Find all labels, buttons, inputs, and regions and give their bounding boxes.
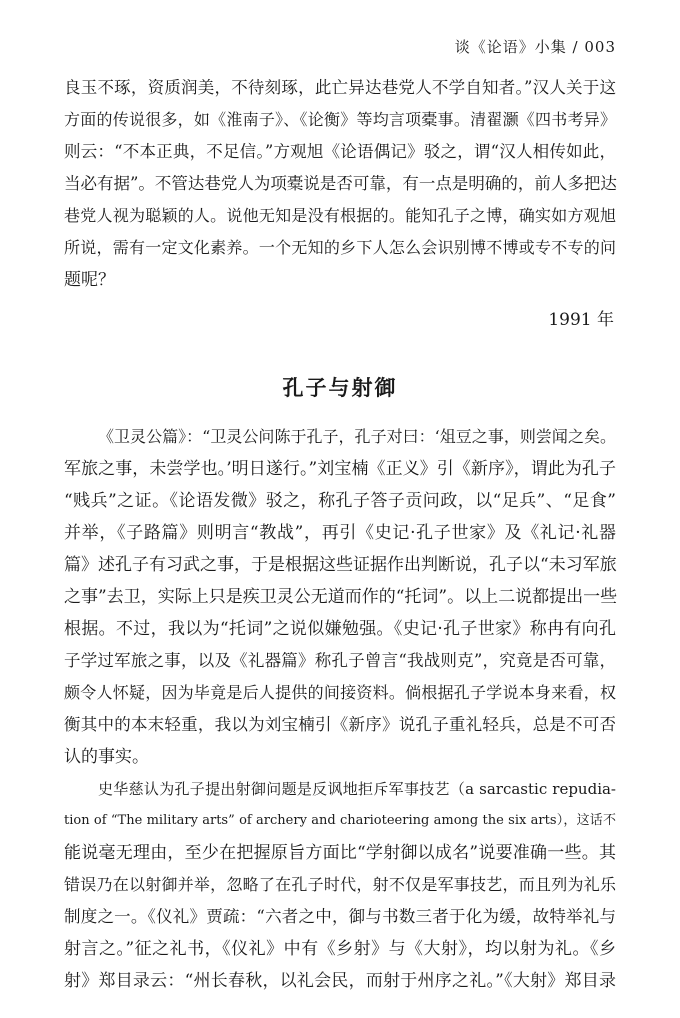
text-line: 篇》述孔子有习武之事，于是根据这些证据作出判断说，孔子以“未习军旅 bbox=[64, 555, 617, 575]
text-line: 当必有据”。不管达巷党人为项橐说是否可靠，有一点是明确的，前人多把达 bbox=[64, 174, 617, 193]
text-line: 衡其中的本末轻重，我以为刘宝楠引《新序》说孔子重礼轻兵，总是不可否 bbox=[64, 715, 616, 734]
text-line: 所说，需有一定文化素养。一个无知的乡下人怎么会识别博不博或专不专的问 bbox=[64, 238, 616, 257]
text-line: 射言之。”征之礼书，《仪礼》中有《乡射》与《大射》，均以射为礼。《乡 bbox=[64, 939, 616, 959]
text-line: 《卫灵公篇》：“卫灵公问陈于孔子，孔子对曰：‘俎豆之事，则尝闻之矣。 bbox=[98, 427, 616, 446]
text-line: 颇令人怀疑，因为毕竟是后人提供的间接资料。倘根据孔子学说本身来看，权 bbox=[64, 683, 616, 702]
section-title: 孔子与射御 bbox=[282, 376, 398, 400]
text-line: 题呢？ bbox=[64, 270, 115, 290]
text-line: 良玉不琢，资质润美，不待刻琢，此亡异达巷党人不学自知者。”汉人关于这 bbox=[64, 78, 616, 97]
text-line: 能说毫无理由，至少在把握原旨方面比“学射御以成名”说要准确一些。其 bbox=[64, 843, 616, 863]
essay-date: 1991 年 bbox=[548, 310, 614, 330]
text-line: 错误乃在以射御并举，忽略了在孔子时代，射不仅是军事技艺，而且列为礼乐 bbox=[64, 875, 616, 894]
text-line: 史华慈认为孔子提出射御问题是反讽地拒斥军事技艺（a sarcastic repudia- bbox=[98, 780, 616, 798]
section-paragraph-2 bbox=[64, 773, 616, 997]
text-line: tion of “The military arts” of archery and charioteering among the six arts），这话不 bbox=[64, 813, 616, 828]
continued-paragraph bbox=[64, 72, 616, 296]
text-line: 根据。不过，我以为“托词”之说似嫌勉强。《史记·孔子世家》称冉有向孔 bbox=[64, 619, 616, 639]
text-line: 并举，《子路篇》则明言“教战”，再引《史记·孔子世家》及《礼记·礼器 bbox=[64, 523, 616, 543]
section-paragraph-1 bbox=[64, 421, 616, 773]
text-line: 射》郑目录云：“州长春秋，以礼会民，而射于州序之礼。”《大射》郑目录 bbox=[64, 971, 616, 991]
text-line: 则云：“不本正典，不足信。”方观旭《论语偶记》驳之，谓“汉人相传如此， bbox=[64, 142, 616, 161]
text-line: 巷党人视为聪颖的人。说他无知是没有根据的。能知孔子之博，确实如方观旭 bbox=[64, 206, 616, 225]
text-line: 制度之一。《仪礼》贾疏：“六者之中，御与书数三者于化为缓，故特举礼与 bbox=[64, 907, 616, 926]
text-line: 方面的传说很多，如《淮南子》、《论衡》等均言项橐事。清翟灏《四书考异》 bbox=[64, 110, 616, 129]
text-line: 军旅之事，未尝学也。’明日遂行。”刘宝楠《正义》引《新序》，谓此为孔子 bbox=[64, 459, 616, 479]
text-line: 子学过军旅之事，以及《礼器篇》称孔子曾言“我战则克”，究竟是否可靠， bbox=[64, 651, 616, 670]
text-line: 之事”去卫，实际上只是疾卫灵公无道而作的“托词”。以上二说都提出一些 bbox=[64, 587, 618, 607]
text-line: “贱兵”之证。《论语发微》驳之，称孔子答子贡问政，以“足兵”、“足食” bbox=[64, 491, 616, 511]
text-line: 认的事实。 bbox=[64, 747, 149, 767]
running-header: 谈《论语》小集 / 003 bbox=[454, 38, 616, 56]
